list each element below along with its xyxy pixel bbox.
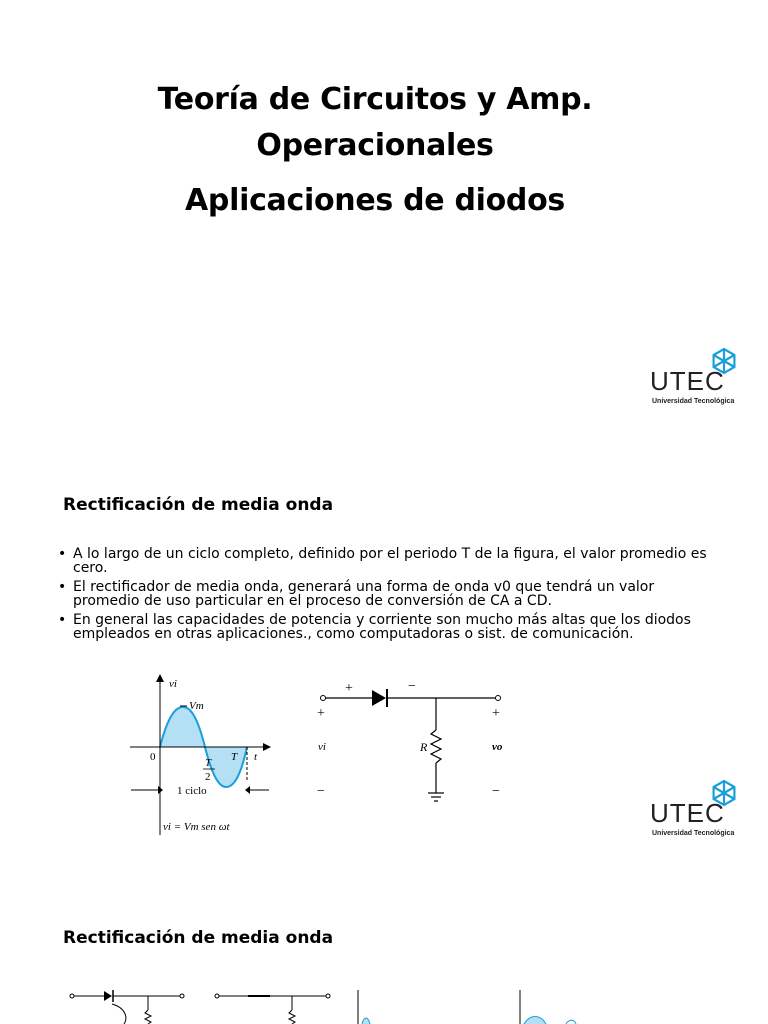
waveform-axis-x-label: t [254, 751, 258, 763]
output-minus-sign: − [492, 784, 500, 799]
waveform-origin-label: 0 [150, 751, 156, 763]
bullet-item: • En general las capacidades de potencia y corriente son mucho más altas que los diodos empleados en otras aplicaciones., como computadoras o sist. de comunicación. [58, 613, 708, 641]
resistor-icon [431, 730, 441, 763]
input-plus-sign: + [317, 706, 325, 721]
title-line-2: Operacionales [256, 128, 494, 163]
title-line-3: Aplicaciones de diodos [185, 183, 565, 218]
utec-logo [650, 777, 750, 847]
output-voltage-label: vo [492, 741, 503, 753]
diode-minus-sign: − [408, 679, 416, 694]
output-plus-sign: + [492, 706, 500, 721]
waveform-axis-y-label: vi [169, 678, 177, 690]
section-heading: Rectificación de media onda [63, 928, 334, 948]
logo-wordmark: UTEC [650, 366, 725, 396]
waveform-cycle-label: 1 ciclo [177, 785, 207, 797]
input-voltage-label: vi [318, 741, 326, 753]
input-minus-sign: − [317, 784, 325, 799]
diode-plus-sign: + [345, 681, 353, 696]
waveform-half-period-num: T [205, 757, 212, 769]
utec-logo [650, 345, 750, 415]
logo-wordmark: UTEC [650, 798, 725, 828]
resistor-label: R [420, 740, 428, 754]
partial-circuit-figures [60, 980, 600, 1024]
title-line-1: Teoría de Circuitos y Amp. [157, 82, 593, 117]
logo-subtitle: Universidad Tecnológica [652, 830, 735, 837]
waveform-period-label: T [231, 751, 238, 763]
logo-subtitle: Universidad Tecnológica [652, 398, 735, 405]
bullet-item: • El rectificador de media onda, generará una forma de onda v0 que tendrá un valor promedio de uso particular en el proceso de conversión de CA a CD. [58, 580, 708, 608]
half-wave-rectifier-circuit [305, 675, 520, 810]
waveform-half-period-den: 2 [205, 771, 211, 783]
diode-icon [372, 690, 386, 706]
section-heading: Rectificación de media onda [63, 495, 334, 515]
bullet-item: • A lo largo de un ciclo completo, definido por el periodo T de la figura, el valor promedio es cero. [58, 547, 708, 575]
sine-waveform-figure [125, 670, 275, 835]
bullet-list [58, 547, 708, 646]
waveform-peak-label: Vm [189, 700, 204, 712]
waveform-equation: vi = Vm sen ωt [163, 821, 230, 833]
